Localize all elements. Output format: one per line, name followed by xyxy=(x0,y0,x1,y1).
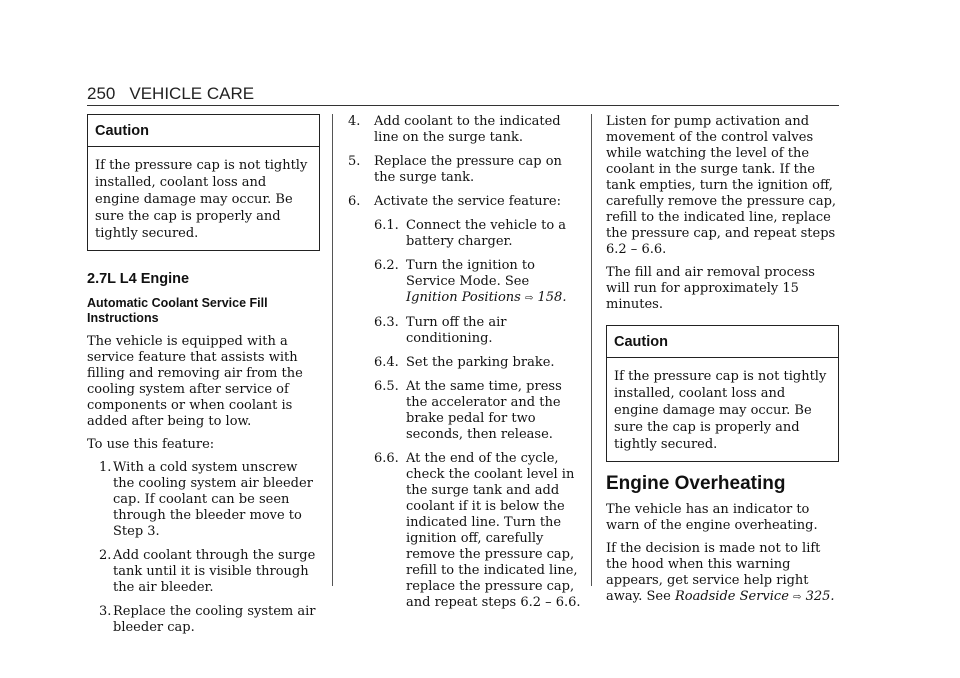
period: . xyxy=(562,290,567,305)
step-number: 3. xyxy=(99,604,112,619)
list-item xyxy=(348,194,581,210)
step-text: Replace the cooling system air bleeder cap. xyxy=(113,604,316,635)
step-text: Replace the pressure cap on the surge tank. xyxy=(374,154,562,185)
column-3 xyxy=(606,114,839,613)
step-number: 6. xyxy=(348,194,361,209)
list-item xyxy=(348,355,581,371)
list-item xyxy=(348,451,581,611)
service-text: If the decision is made not to lift the hood when this warning appears, get service help right away. See xyxy=(606,541,821,604)
step-number: 2. xyxy=(99,548,112,563)
subheading: Automatic Coolant Service Fill Instructions xyxy=(87,296,268,325)
page-arrow-icon: ⇨ xyxy=(524,293,534,304)
ignition-positions-link[interactable]: Ignition Positions xyxy=(406,290,521,305)
indicator-paragraph: The vehicle has an indicator to warn of the engine overheating. xyxy=(606,502,818,533)
substep-text: Turn the ignition to Service Mode. See xyxy=(406,258,535,289)
list-item xyxy=(348,315,581,347)
caution-text: If the pressure cap is not tightly installed, coolant loss and engine damage may occur. Be sure the cap is properly and tightly secured. xyxy=(95,158,308,241)
list-item xyxy=(348,114,581,146)
page-arrow-icon: ⇨ xyxy=(793,592,802,603)
roadside-service-link[interactable]: Roadside Service xyxy=(674,589,789,604)
substep-text: Set the parking brake. xyxy=(406,355,555,370)
caution-box xyxy=(606,325,839,462)
substep-number: 6.4. xyxy=(374,355,399,370)
column-divider xyxy=(332,114,333,586)
section-title: VEHICLE CARE xyxy=(129,84,255,103)
page-ref: 325 xyxy=(805,589,831,604)
caution-text: If the pressure cap is not tightly installed, coolant loss and engine damage may occur. Be sure the cap is properly and tightly secured. xyxy=(614,369,827,452)
intro-paragraph: The vehicle is equipped with a service feature that assists with filling and removing air from the cooling system after service of components or when coolant is added after being to low. xyxy=(87,334,303,429)
substep-number: 6.1. xyxy=(374,218,399,233)
step-text: Activate the service feature: xyxy=(374,194,561,209)
list-item xyxy=(348,258,581,307)
list-item xyxy=(348,154,581,186)
fill-duration-paragraph: The fill and air removal process will run for approximately 15 minutes. xyxy=(606,265,815,312)
substep-text: Connect the vehicle to a battery charger. xyxy=(406,218,567,249)
substep-number: 6.3. xyxy=(374,315,399,330)
header-rule xyxy=(87,105,839,106)
pump-paragraph: Listen for pump activation and movement of the control valves while watching the level of the coolant in the surge tank. If the tank empties, turn the ignition off, carefully remove the pressure cap, refill to the indicated line, replace the pressure cap, and repeat steps 6.2 – 6.6. xyxy=(606,114,837,257)
list-item xyxy=(87,460,320,540)
step-number: 1. xyxy=(99,460,112,475)
service-paragraph xyxy=(606,541,839,606)
overheating-heading: Engine Overheating xyxy=(606,473,786,494)
step-number: 5. xyxy=(348,154,361,169)
to-use-text: To use this feature: xyxy=(87,437,215,452)
step-text: With a cold system unscrew the cooling system air bleeder cap. If coolant can be seen through the bleeder move to Step 3. xyxy=(113,460,313,539)
substep-text: Turn off the air conditioning. xyxy=(406,315,507,346)
step-number: 4. xyxy=(348,114,361,129)
list-item xyxy=(87,548,320,596)
step-text: Add coolant to the indicated line on the surge tank. xyxy=(374,114,561,145)
column-divider xyxy=(591,114,592,586)
page-number: 250 xyxy=(87,84,116,103)
page-ref: 158 xyxy=(537,290,563,305)
page-header xyxy=(87,84,254,104)
step-text: Add coolant through the surge tank until it is visible through the air bleeder. xyxy=(113,548,316,595)
substep-number: 6.2. xyxy=(374,258,399,273)
substep-number: 6.6. xyxy=(374,451,399,466)
list-item xyxy=(348,379,581,443)
period: . xyxy=(830,589,835,604)
substep-text: At the same time, press the accelerator and the brake pedal for two seconds, then release. xyxy=(406,379,562,442)
engine-heading: 2.7L L4 Engine xyxy=(87,271,190,287)
column-2 xyxy=(348,114,581,619)
list-item xyxy=(348,218,581,250)
substep-text: At the end of the cycle, check the coolant level in the surge tank and add coolant if it is below the indicated line. Turn the ignition off, carefully remove the pressure cap, refill to the indicated line, replace the pressure cap, and repeat steps 6.2 – 6.6. xyxy=(406,451,581,610)
column-1 xyxy=(87,114,320,644)
caution-title: Caution xyxy=(607,326,838,358)
caution-box xyxy=(87,114,320,251)
caution-title: Caution xyxy=(88,115,319,147)
substep-number: 6.5. xyxy=(374,379,399,394)
list-item xyxy=(87,604,320,636)
